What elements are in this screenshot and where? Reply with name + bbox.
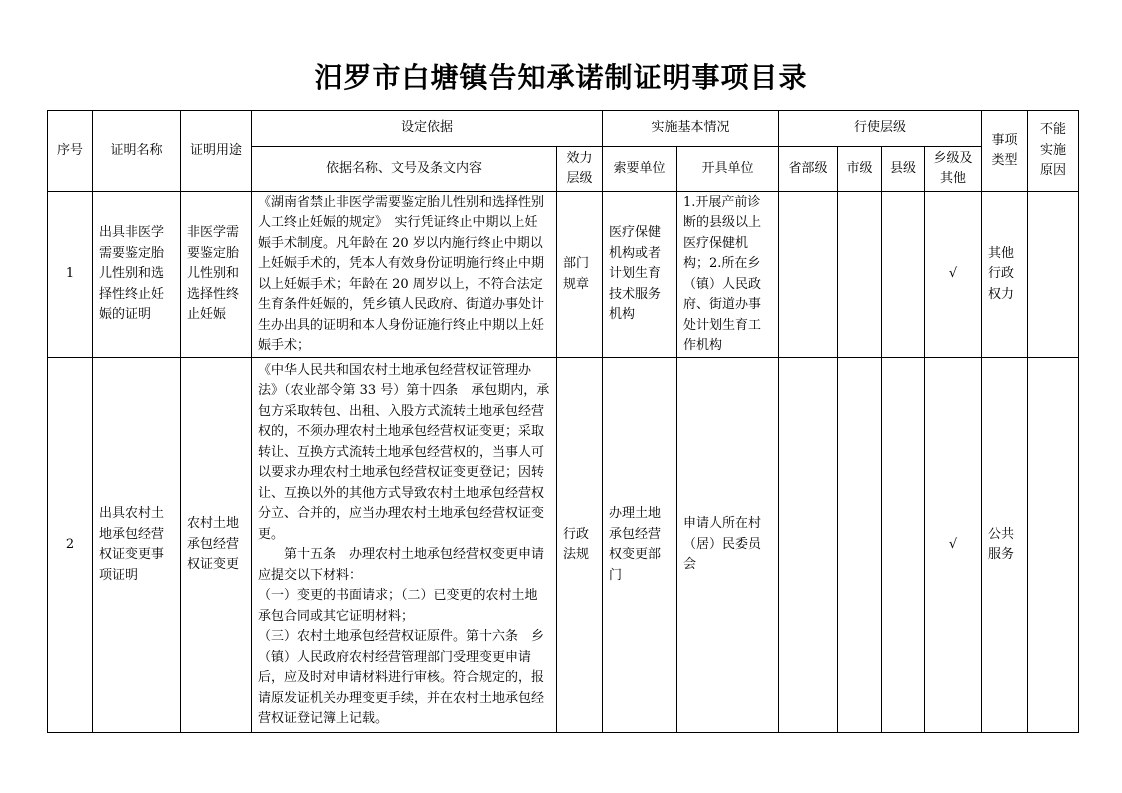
header-impl-group: 实施基本情况	[603, 111, 779, 147]
row-seq: 2	[48, 358, 93, 733]
row-name: 出具非医学需要鉴定胎儿性别和选择性终止妊娠的证明	[93, 192, 181, 358]
header-city: 市级	[838, 147, 882, 192]
header-basis-content: 依据名称、文号及条文内容	[252, 147, 557, 192]
header-type: 事项类型	[982, 111, 1028, 192]
row-city	[838, 358, 882, 733]
header-request-unit: 索要单位	[603, 147, 677, 192]
row-town-check: √	[925, 358, 982, 733]
row-province	[779, 358, 838, 733]
header-not-reason: 不能实施原因	[1028, 111, 1079, 192]
row-type: 公共服务	[982, 358, 1028, 733]
row-purpose: 农村土地承包经营权证变更	[181, 358, 252, 733]
header-seq: 序号	[48, 111, 93, 192]
row-type: 其他行政权力	[982, 192, 1028, 358]
table-row	[48, 358, 1079, 733]
header-issue-unit: 开具单位	[677, 147, 779, 192]
basis-paragraph: 第十五条 办理农村土地承包经营权变更申请应提交以下材料：	[258, 547, 545, 583]
table-row	[48, 192, 1079, 358]
header-purpose: 证明用途	[181, 111, 252, 192]
row-reason	[1028, 358, 1079, 733]
header-basis-group: 设定依据	[252, 111, 603, 147]
row-effect: 部门规章	[557, 192, 603, 358]
row-purpose: 非医学需要鉴定胎儿性别和选择性终止妊娠	[181, 192, 252, 358]
header-name: 证明名称	[93, 111, 181, 192]
header-province: 省部级	[779, 147, 838, 192]
row-issue-unit: 申请人所在村（居）民委员会	[677, 358, 779, 733]
page-title: 汨罗市白塘镇告知承诺制证明事项目录	[314, 61, 808, 94]
header-county: 县级	[882, 147, 925, 192]
header-effect-level: 效力层级	[557, 147, 603, 192]
header-level-group: 行使层级	[779, 111, 982, 147]
row-effect: 行政法规	[557, 358, 603, 733]
row-issue-unit: 1.开展产前诊断的县级以上医疗保健机构；2.所在乡（镇）人民政府、街道办事处计划生育工作机构	[677, 192, 779, 358]
row-basis	[252, 358, 557, 733]
basis-paragraph: 《湖南省禁止非医学需要鉴定胎儿性别和选择性别人工终止妊娠的规定》 实行凭证终止中期以上妊娠手术制度。凡年龄在 20 岁以内施行终止中期以上妊娠手术的，凭本人有效身份证明施行终止中期以上妊娠手术；年龄在 20 周岁以上，不符合法定生育条件妊娠的，凭乡镇人民政府、街道办事处计生办出具的证明和本人身份证施行终止中期以上妊娠手术；	[258, 194, 545, 353]
row-reason	[1028, 192, 1079, 358]
row-seq: 1	[48, 192, 93, 358]
row-county	[882, 192, 925, 358]
header-row-1	[48, 111, 1079, 147]
row-city	[838, 192, 882, 358]
row-county	[882, 358, 925, 733]
row-province	[779, 192, 838, 358]
basis-paragraph: 《中华人民共和国农村土地承包经营权证管理办法》（农业部令第 33 号）第十四条 承包期内，承包方采取转包、出租、入股方式流转土地承包经营权的，不须办理农村土地承包经营权证变更；采取转让、互换方式流转土地承包经营权的，当事人可以要求办理农村土地承包经营权证变更登记；因转让、互换以外的其他方式导致农村土地承包经营权分立、合并的，应当办理农村土地承包经营权证变更。	[258, 362, 550, 542]
catalog-table	[47, 110, 1079, 733]
basis-paragraph: （一）变更的书面请求；（二）已变更的农村土地承包合同或其它证明材料；	[258, 588, 538, 624]
row-request-unit: 医疗保健机构或者计划生育技术服务机构	[603, 192, 677, 358]
row-town-check: √	[925, 192, 982, 358]
row-name: 出具农村土地承包经营权证变更事项证明	[93, 358, 181, 733]
row-basis	[252, 192, 557, 358]
header-town: 乡级及其他	[925, 147, 982, 192]
row-request-unit: 办理土地承包经营权变更部门	[603, 358, 677, 733]
basis-paragraph: （三）农村土地承包经营权证原件。第十六条 乡（镇）人民政府农村经营管理部门受理变更申请后，应及时对申请材料进行审核。符合规定的，报请原发证机关办理变更手续，并在农村土地承包经营权证登记簿上记载。	[258, 629, 545, 726]
